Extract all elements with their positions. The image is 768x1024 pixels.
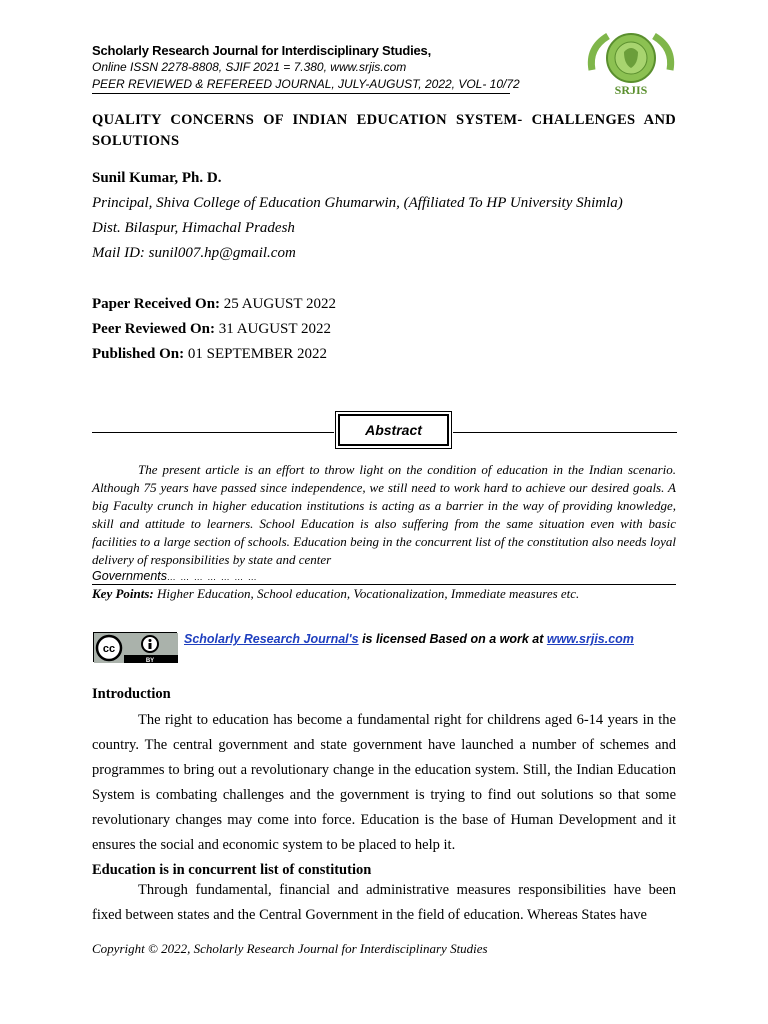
introduction-heading: Introduction xyxy=(92,686,171,702)
author-affiliation: Principal, Shiva College of Education Ghumarwin, (Affiliated To HP University Shimla) xyxy=(92,195,623,211)
author-email: Mail ID: sunil007.hp@gmail.com xyxy=(92,245,296,261)
journal-link[interactable]: Scholarly Research Journal's xyxy=(184,632,359,646)
concurrent-list-body: Through fundamental, financial and administrative measures responsibilities have been fixed between states and the Central Government in the field of education. Whereas States have xyxy=(92,882,676,923)
svg-text:BY: BY xyxy=(145,658,155,663)
date-reviewed: Peer Reviewed On: 31 AUGUST 2022 xyxy=(92,321,332,337)
srjis-site-link[interactable]: www.srjis.com xyxy=(546,632,634,646)
abstract-heading: Abstract xyxy=(338,414,449,446)
abstract-rule-right xyxy=(453,432,677,433)
header-rule xyxy=(92,93,510,94)
svg-text:cc: cc xyxy=(102,643,116,655)
journal-name: Scholarly Research Journal for Interdisciplinary Studies, xyxy=(92,43,431,58)
abstract-rule-left xyxy=(92,432,334,433)
author-district: Dist. Bilaspur, Himachal Pradesh xyxy=(92,220,295,236)
issn-line: Online ISSN 2278-8808, SJIF 2021 = 7.380, www.srjis.com xyxy=(92,60,407,74)
date-received: Paper Received On: 25 AUGUST 2022 xyxy=(92,296,337,312)
review-line: PEER REVIEWED & REFEREED JOURNAL, JULY-AUGUST, 2022, VOL- 10/72 xyxy=(92,77,520,91)
abstract-text: The present article is an effort to throw light on the condition of education in the Indian scenario. Although 75 years have passed since independence, we still need to work hard to achieve our desired goals. A big Faculty crunch in higher education institutions is acting as a barrier in the way of providing knowledge, skill and attitude to learners. School Education is also suffering from the same situation even with basic facilities to a large section of schools. Education being in the concurrent list of the constitution also needs loyal delivery of responsibilities by state and center xyxy=(92,462,676,567)
introduction-body: The right to education has become a fundamental right for childrens aged 6-14 years in the country. The central government and state government have launched a number of schemes and programmes to bring out a revolutionary change in the education system. Still, the Indian Education System is combating challenges and the government is trying to find out solutions so that some revolutionary changes may come into force. Education is the base of Human Development and it ensures the social and economic system to be placed to help it. xyxy=(92,712,676,853)
keypoints-rule xyxy=(92,584,676,585)
paper-title-line-1: QUALITY CONCERNS OF INDIAN EDUCATION SYSTEM- CHALLENGES AND xyxy=(92,112,676,128)
svg-text:SRJIS: SRJIS xyxy=(614,83,648,97)
srjis-logo xyxy=(582,28,680,100)
abstract-last-line: Governments… … … … … … … xyxy=(92,569,259,583)
license-line: Scholarly Research Journal's is licensed Based on a work at www.srjis.com xyxy=(184,632,634,646)
author-name: Sunil Kumar, Ph. D. xyxy=(92,170,222,186)
paper-title-line-2: SOLUTIONS xyxy=(92,133,180,149)
date-published: Published On: 01 SEPTEMBER 2022 xyxy=(92,346,328,362)
cc-by-license-badge[interactable] xyxy=(93,632,177,662)
copyright-footer: Copyright © 2022, Scholarly Research Journal for Interdisciplinary Studies xyxy=(92,941,488,956)
concurrent-list-heading: Education is in concurrent list of constitution xyxy=(92,862,372,878)
abstract-heading-box xyxy=(335,411,452,449)
key-points: Key Points: Higher Education, School education, Vocationalization, Immediate measures etc. xyxy=(92,586,580,601)
